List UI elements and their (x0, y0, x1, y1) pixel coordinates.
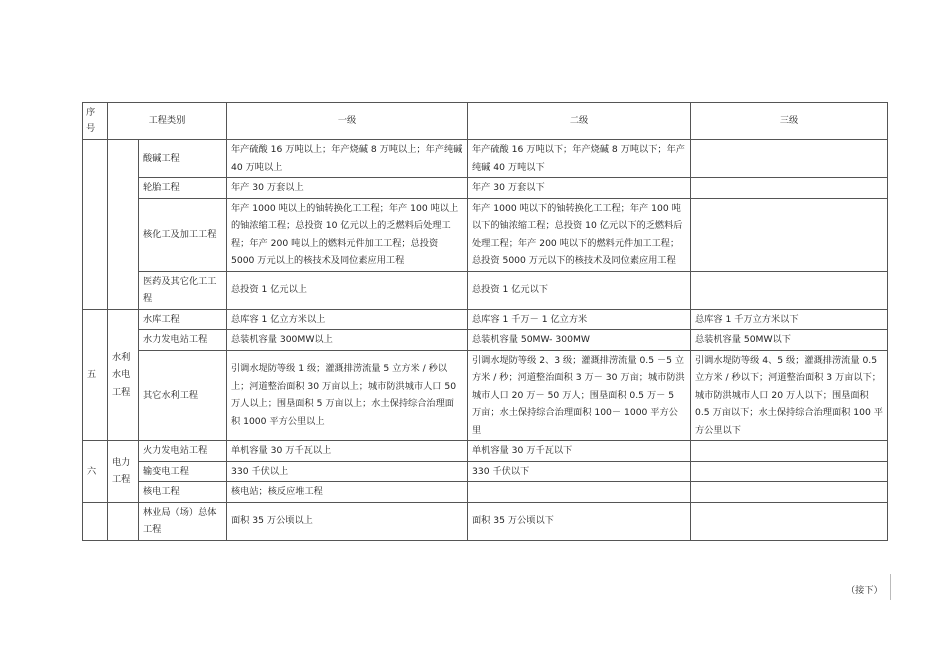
engineering-classification-table (82, 102, 888, 541)
category-cell: 轮胎工程 (139, 178, 227, 199)
seq-cell-empty (83, 140, 108, 310)
footer-divider (890, 574, 891, 600)
level2-cell: 年产硫酸 16 万吨以下；年产烧碱 8 万吨以下；年产纯碱 40 万吨以下 (468, 140, 691, 178)
level2-cell (468, 482, 691, 503)
level1-cell: 年产 30 万套以上 (227, 178, 468, 199)
category-cell: 医药及其它化工工程 (139, 271, 227, 309)
level1-cell: 引调水堤防等级 1 级；灌溉排涝流量 5 立方米 / 秒以上；河道整治面积 30 万亩以上；城市防洪城市人口 50 万人以上；围垦面积 5 万亩以上；水土保持综合治理面积 1000 平方公里以上 (227, 350, 468, 441)
level1-cell: 单机容量 30 万千瓦以上 (227, 441, 468, 462)
table-row (83, 330, 888, 351)
level1-cell: 总装机容量 300MW以上 (227, 330, 468, 351)
table-row (83, 140, 888, 178)
level3-cell (691, 441, 888, 462)
header-row (83, 103, 888, 140)
table-row (83, 441, 888, 462)
level2-cell: 总库容 1 千万－ 1 亿立方米 (468, 309, 691, 330)
group-cell-water: 水利水电工程 (108, 309, 139, 441)
seq-cell-5: 五 (83, 309, 108, 441)
table-row (83, 178, 888, 199)
level1-cell: 330 千伏以上 (227, 461, 468, 482)
category-cell: 水力发电站工程 (139, 330, 227, 351)
level1-cell: 年产硫酸 16 万吨以上；年产烧碱 8 万吨以上；年产纯碱 40 万吨以上 (227, 140, 468, 178)
level2-cell: 330 千伏以下 (468, 461, 691, 482)
level3-cell: 总装机容量 50MW以下 (691, 330, 888, 351)
category-cell: 水库工程 (139, 309, 227, 330)
table-row (83, 502, 888, 540)
category-cell: 其它水利工程 (139, 350, 227, 441)
level3-cell (691, 178, 888, 199)
category-cell: 核化工及加工工程 (139, 198, 227, 271)
level1-cell: 年产 1000 吨以上的铀转换化工工程；年产 100 吨以上的铀浓缩工程；总投资 10 亿元以上的乏燃料后处理工程；年产 200 吨以上的燃料元件加工工程；总投资 5000 万元以上的核技术及同位素应用工程 (227, 198, 468, 271)
level3-cell (691, 140, 888, 178)
level3-cell (691, 461, 888, 482)
level3-cell (691, 271, 888, 309)
level3-cell (691, 198, 888, 271)
header-level2: 二级 (468, 103, 691, 140)
level1-cell: 总投资 1 亿元以上 (227, 271, 468, 309)
level2-cell: 引调水堤防等级 2、3 级；灌溉排涝流量 0.5 －5 立方米 / 秒；河道整治面积 3 万－ 30 万亩；城市防洪城市人口 20 万－ 50 万人；围垦面积 0.5 万－ 5 万亩；水土保持综合治理面积 100－ 1000 平方公里 (468, 350, 691, 441)
category-cell: 酸碱工程 (139, 140, 227, 178)
header-seq: 序号 (83, 103, 108, 140)
header-level3: 三级 (691, 103, 888, 140)
header-category: 工程类别 (108, 103, 227, 140)
table-row (83, 271, 888, 309)
level1-cell: 总库容 1 亿立方米以上 (227, 309, 468, 330)
level2-cell: 年产 30 万套以下 (468, 178, 691, 199)
level1-cell: 核电站；核反应堆工程 (227, 482, 468, 503)
table-row (83, 482, 888, 503)
level3-cell (691, 502, 888, 540)
level1-cell: 面积 35 万公顷以上 (227, 502, 468, 540)
category-cell: 林业局（场）总体工程 (139, 502, 227, 540)
group-cell-empty (108, 502, 139, 540)
table-row (83, 350, 888, 441)
seq-cell-6: 六 (83, 441, 108, 503)
category-cell: 核电工程 (139, 482, 227, 503)
level3-cell: 总库容 1 千万立方米以下 (691, 309, 888, 330)
level2-cell: 年产 1000 吨以下的铀转换化工工程；年产 100 吨以下的铀浓缩工程；总投资 10 亿元以下的乏燃料后处理工程；年产 200 吨以下的燃料元件加工工程；总投资 5000 万元以下的核技术及同位素应用工程 (468, 198, 691, 271)
header-level1: 一级 (227, 103, 468, 140)
continued-note: （接下） (846, 585, 883, 596)
level2-cell: 总投资 1 亿元以下 (468, 271, 691, 309)
category-cell: 输变电工程 (139, 461, 227, 482)
table-row (83, 198, 888, 271)
level2-cell: 面积 35 万公顷以下 (468, 502, 691, 540)
table-row (83, 461, 888, 482)
group-cell-power: 电力工程 (108, 441, 139, 503)
level2-cell: 总装机容量 50MW- 300MW (468, 330, 691, 351)
group-cell-empty (108, 140, 139, 310)
level2-cell: 单机容量 30 万千瓦以下 (468, 441, 691, 462)
level3-cell: 引调水堤防等级 4、5 级；灌溉排涝流量 0.5 立方米 / 秒以下；河道整治面积 3 万亩以下；城市防洪城市人口 20 万人以下；围垦面积 0.5 万亩以下；水土保持综合治理面积 100 平方公里以下 (691, 350, 888, 441)
level3-cell (691, 482, 888, 503)
seq-cell-empty (83, 502, 108, 540)
table-row (83, 309, 888, 330)
category-cell: 火力发电站工程 (139, 441, 227, 462)
